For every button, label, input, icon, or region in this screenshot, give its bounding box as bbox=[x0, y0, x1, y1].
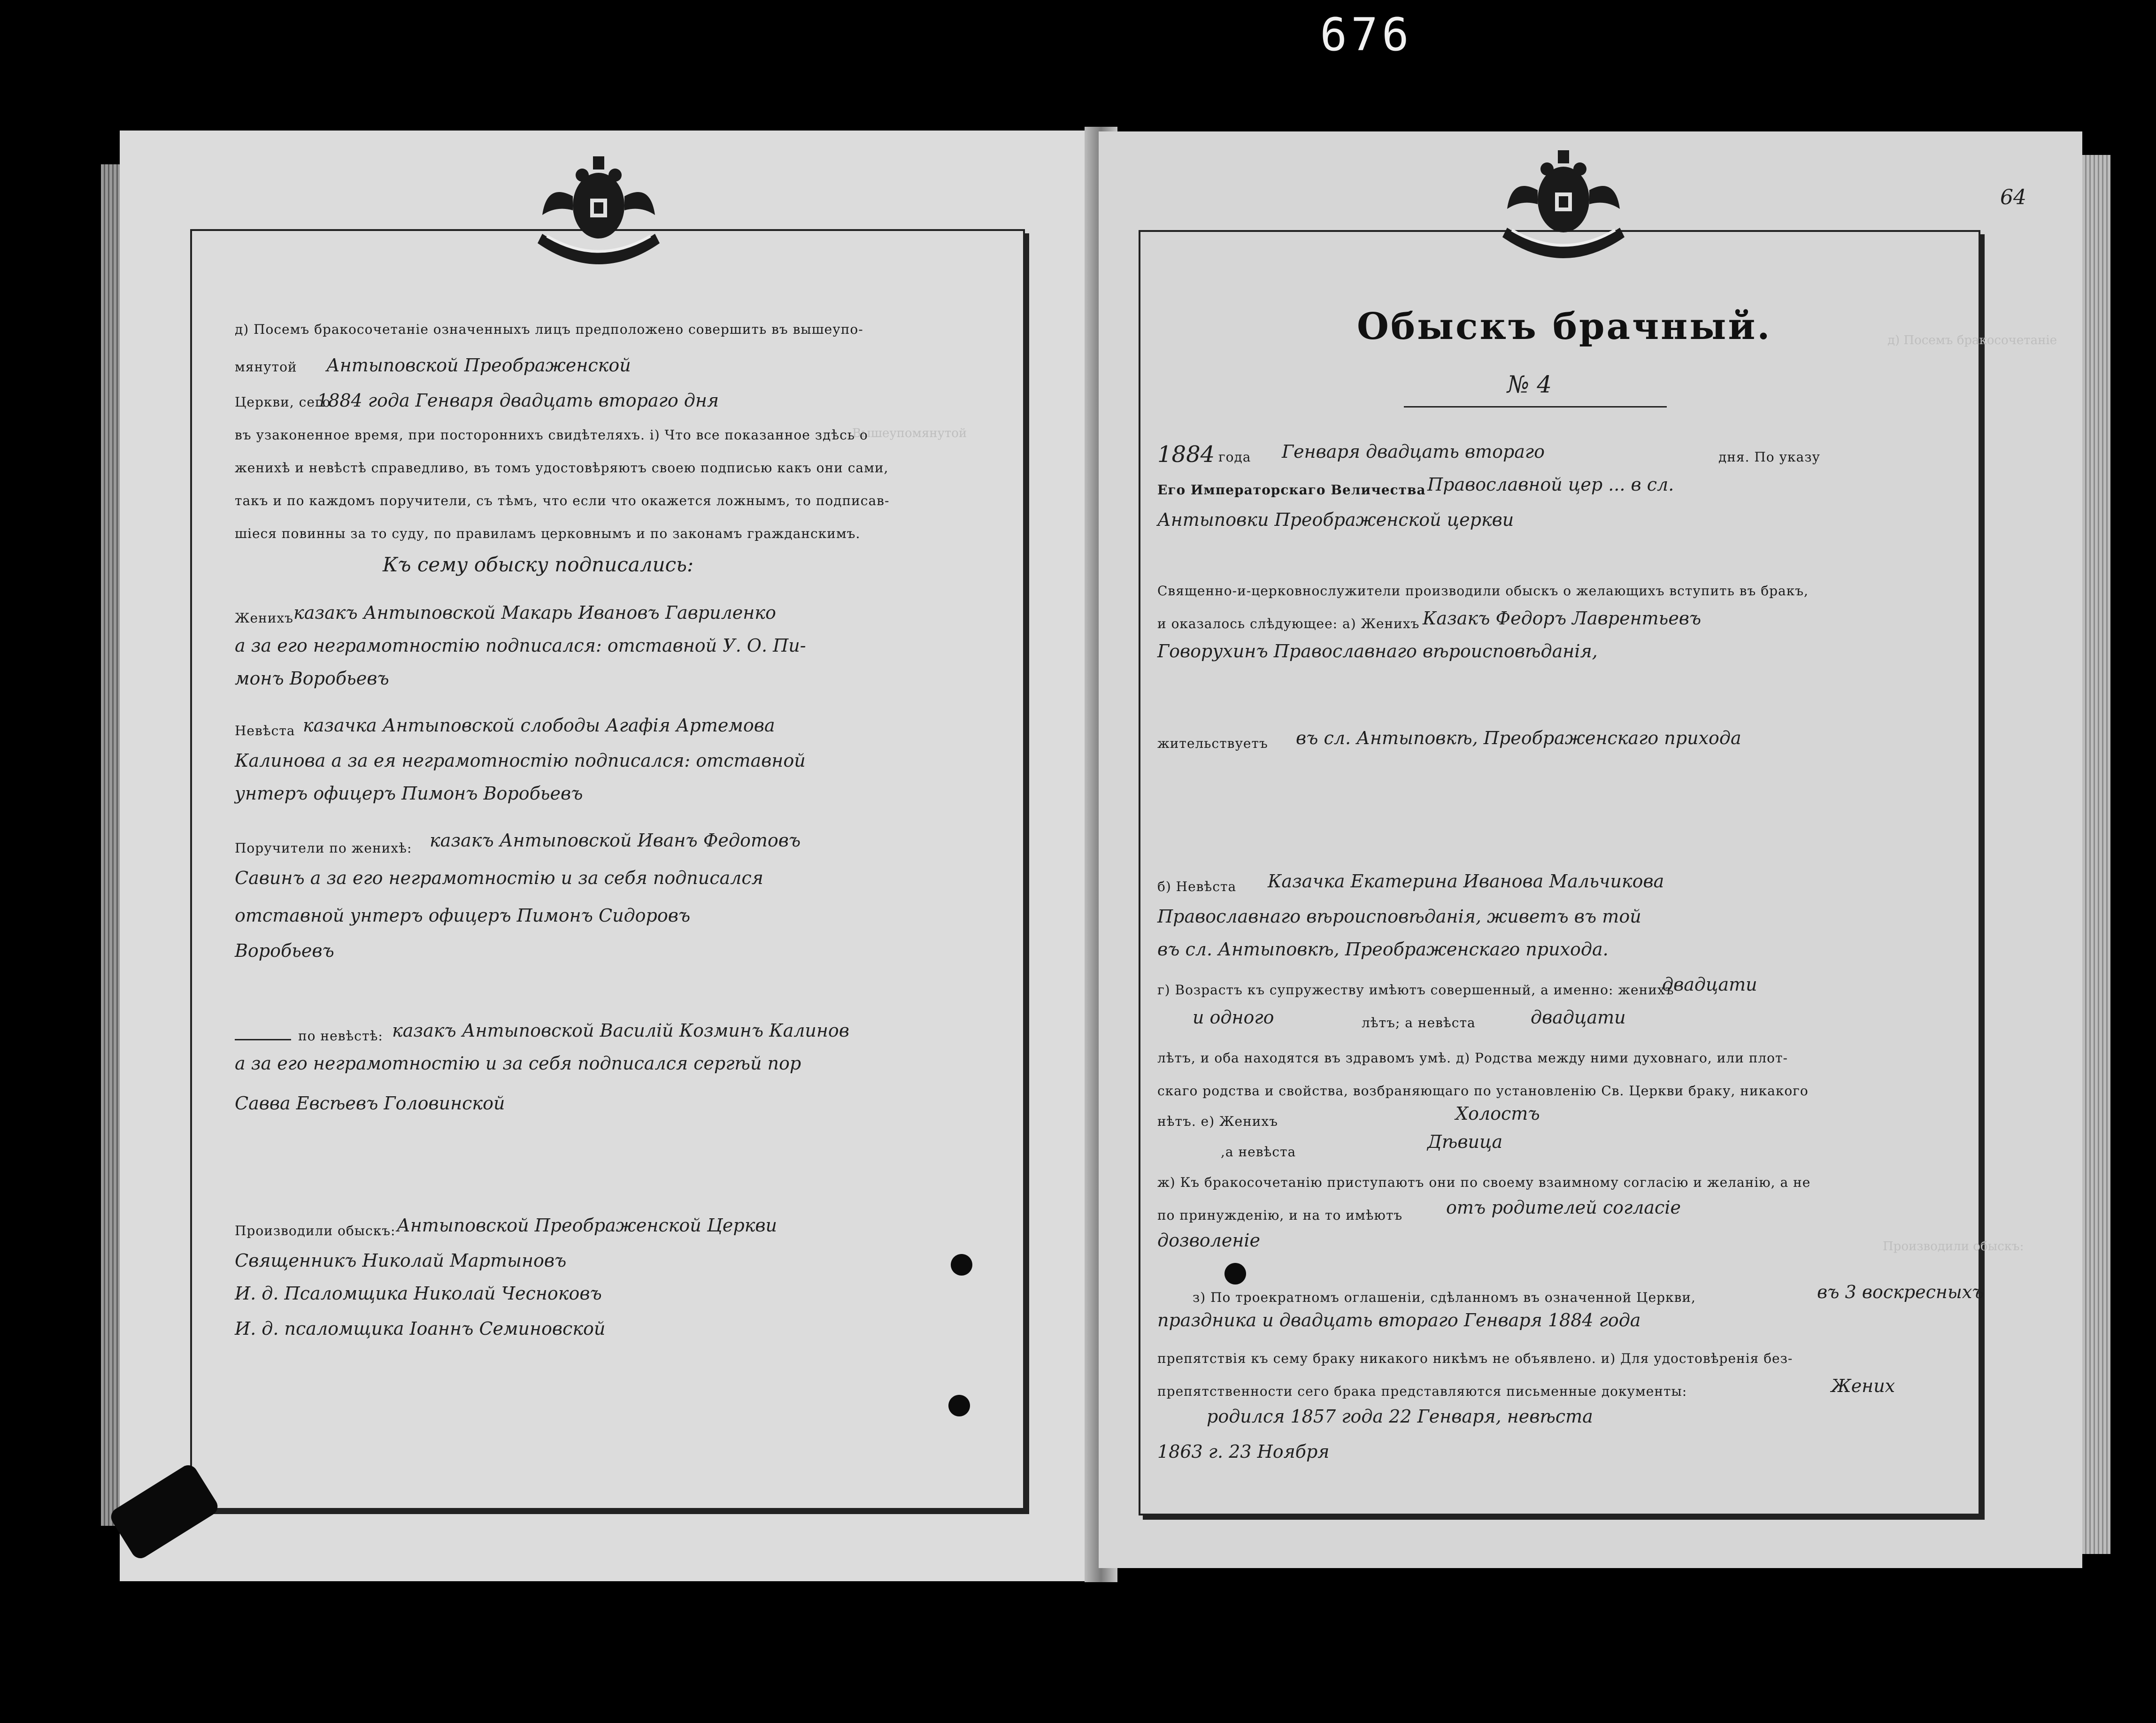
bride-age-handwritten: двадцати bbox=[1531, 1007, 1626, 1028]
investigator-line4: И. д. псаломщика Іоаннъ Семиновской bbox=[235, 1318, 606, 1339]
bride-signature-line1: казачка Антыповской слободы Агафія Артемова bbox=[303, 715, 775, 736]
church-handwritten-2: Антыповки Преображенской церкви bbox=[1157, 509, 1514, 530]
bride-guarantors-label: по невѣстѣ: bbox=[298, 1028, 383, 1044]
consent-line-2: по принужденію, и на то имѣютъ bbox=[1157, 1208, 1403, 1223]
right-page-edges bbox=[2082, 155, 2110, 1554]
consent-handwritten-2: дозволеніе bbox=[1157, 1230, 1261, 1251]
bride-faith-handwritten: Православнаго вѣроисповѣданія, живетъ въ той bbox=[1157, 906, 1641, 927]
investigator-line2: Священникъ Николай Мартыновъ bbox=[235, 1250, 567, 1271]
right-page bbox=[1099, 131, 2082, 1568]
kinship-line: лѣтъ, и оба находятся въ здравомъ умѣ. д) Родства между ними духовнаго, или плот- bbox=[1157, 1050, 1788, 1066]
bride-status-handwritten: Дѣвица bbox=[1427, 1131, 1503, 1152]
binding-hole bbox=[1224, 1263, 1246, 1285]
clergy-line: Священно-и-церковнослужители производили обыскъ о желающихъ вступить въ бракъ, bbox=[1157, 583, 1809, 599]
guarantor-divider bbox=[235, 1039, 291, 1040]
imperial-title: Его Императорскаго Величества bbox=[1157, 482, 1426, 498]
record-date-handwritten: Генваря двадцать втораго bbox=[1282, 441, 1545, 462]
groom-faith-handwritten: Говорухинъ Православнаго вѣроисповѣданія, bbox=[1157, 641, 1598, 662]
banns-line: з) По троекратномъ оглашеніи, сдѣланномъ въ означенной Церкви, bbox=[1193, 1290, 1696, 1305]
groom-residence-handwritten: въ сл. Антыповкѣ, Преображенскаго прихода bbox=[1296, 728, 1741, 748]
groom-guarantors-label: Поручители по женихѣ: bbox=[235, 840, 412, 856]
bride-signature-line3: унтеръ офицеръ Пимонъ Воробьевъ bbox=[235, 783, 583, 804]
groom-guarantor-line3: отставной унтеръ офицеръ Пимонъ Сидоровъ bbox=[235, 905, 691, 926]
title-underline bbox=[1404, 406, 1667, 408]
paragraph-d-line2-label: мянутой bbox=[235, 359, 297, 375]
left-page bbox=[120, 131, 1101, 1581]
bride-guarantor-line3: Савва Евсѣевъ Головинской bbox=[235, 1093, 505, 1114]
groom-label: и оказалось слѣдующее: а) Женихъ bbox=[1157, 616, 1420, 631]
groom-status-label: нѣтъ. е) Женихъ bbox=[1157, 1114, 1278, 1129]
paragraph-d-line4: въ узаконенное время, при постороннихъ свидѣтеляхъ. і) Что все показанное здѣсь о bbox=[235, 427, 868, 443]
bride-guarantor-line2: а за его неграмотностію и за себя подписался сергѣй пор bbox=[235, 1053, 801, 1074]
consent-line: ж) Къ бракосочетанію приступаютъ они по своему взаимному согласію и желанію, а не bbox=[1157, 1175, 1811, 1190]
church-handwritten-1: Православной цер ... в сл. bbox=[1427, 474, 1674, 495]
binding-hole bbox=[951, 1254, 972, 1276]
paragraph-d-line5: женихѣ и невѣстѣ справедливо, въ томъ удостовѣряютъ своею подписью какъ они сами, bbox=[235, 460, 889, 476]
groom-name-handwritten: Казакъ Федоръ Лаврентьевъ bbox=[1423, 608, 1702, 629]
documents-line: препятственности сего брака представляются письменные документы: bbox=[1157, 1384, 1687, 1399]
birth-dates-handwritten: родился 1857 года 22 Генваря, невѣста bbox=[1207, 1406, 1593, 1427]
signed-header-handwritten: Къ сему обыску подписались: bbox=[383, 553, 694, 576]
paragraph-d-line7: шіеся повинны за то суду, по правиламъ церковнымъ и по законамъ гражданскимъ. bbox=[235, 526, 861, 541]
wedding-date-handwritten: 1884 года Генваря двадцать втораго дня bbox=[317, 390, 719, 411]
church-name-handwritten: Антыповской Преображенской bbox=[326, 355, 631, 376]
investigators-label: Производили обыскъ: bbox=[235, 1223, 396, 1238]
groom-guarantor-line1: казакъ Антыповской Иванъ Федотовъ bbox=[430, 830, 801, 851]
groom-age-handwritten: двадцати bbox=[1662, 974, 1757, 995]
kinship-line-2: скаго родства и свойства, возбраняющаго по установленію Св. Церкви браку, никакого bbox=[1157, 1083, 1809, 1099]
investigator-line1: Антыповской Преображенской Церкви bbox=[397, 1215, 778, 1236]
bleed-through-text: д) Посемъ бракосочетаніе bbox=[1887, 333, 2057, 347]
banns-handwritten: въ 3 воскресныхъ bbox=[1817, 1282, 1984, 1302]
decree-label: дня. По указу bbox=[1718, 449, 1820, 465]
binding-hole bbox=[948, 1395, 970, 1416]
groom-age-handwritten-2: и одного bbox=[1193, 1007, 1274, 1028]
bride-signature-line2: Калинова а за ея неграмотностію подписался: отставной bbox=[235, 750, 806, 771]
bride-residence-handwritten: въ сл. Антыповкѣ, Преображенскаго прихода. bbox=[1157, 939, 1609, 960]
bride-name-handwritten: Казачка Екатерина Иванова Мальчикова bbox=[1268, 871, 1664, 892]
bride-age-label: лѣтъ; а невѣста bbox=[1362, 1015, 1476, 1031]
double-headed-eagle-emblem-icon bbox=[528, 154, 669, 271]
left-page-edges bbox=[101, 164, 122, 1526]
bride-guarantor-line1: казакъ Антыповской Василій Козминъ Калинов bbox=[392, 1020, 849, 1041]
double-headed-eagle-emblem-icon bbox=[1493, 148, 1634, 265]
investigator-line3: И. д. Псаломщика Николай Чесноковъ bbox=[235, 1283, 602, 1304]
groom-guarantor-line4: Воробьевъ bbox=[235, 940, 334, 961]
year-label: года bbox=[1218, 449, 1251, 465]
groom-guarantor-line2: Савинъ а за его неграмотностію и за себя подписался bbox=[235, 868, 763, 888]
groom-signature-line1: казакъ Антыповской Макарь Ивановъ Гавриленко bbox=[293, 602, 776, 623]
age-line: г) Возрастъ къ супружеству имѣютъ совершенный, а именно: женихъ bbox=[1157, 982, 1674, 998]
documents-handwritten: Жених bbox=[1831, 1376, 1895, 1396]
paragraph-d-line1: д) Посемъ бракосочетаніе означенныхъ лицъ предположено совершить въ вышеупо- bbox=[235, 322, 863, 337]
groom-signature-line2: а за его неграмотностію подписался: отставной У. О. Пи- bbox=[235, 635, 806, 656]
bleed-through-text: Вышеупомянутой bbox=[852, 426, 967, 440]
bride-birth-handwritten: 1863 г. 23 Ноября bbox=[1157, 1441, 1330, 1462]
bride-label: б) Невѣста bbox=[1157, 879, 1237, 894]
record-year: 1884 bbox=[1157, 441, 1215, 468]
no-objection-line: препятствія къ сему браку никакого никѣмъ не объявлено. и) Для удостовѣренія без- bbox=[1157, 1351, 1793, 1366]
bleed-through-text: Производили обыскъ: bbox=[1883, 1239, 2024, 1254]
archive-number: 676 bbox=[1320, 8, 1413, 61]
paragraph-d-line6: такъ и по каждомъ поручители, съ тѣмъ, что если что окажется ложнымъ, то подписав- bbox=[235, 493, 890, 508]
bride-label: Невѣста bbox=[235, 723, 295, 738]
residence-label: жительствуетъ bbox=[1157, 736, 1268, 751]
bride-status-label: ,а невѣста bbox=[1221, 1144, 1296, 1160]
paragraph-d-line3-label: Церкви, сего bbox=[235, 394, 331, 410]
folio-number: 64 bbox=[2000, 185, 2026, 209]
consent-handwritten: отъ родителей согласіе bbox=[1446, 1197, 1681, 1218]
document-title: Обыскъ брачный. bbox=[1357, 305, 1772, 348]
groom-status-handwritten: Холостъ bbox=[1455, 1103, 1540, 1124]
banns-handwritten-2: праздника и двадцать втораго Генваря 1884 года bbox=[1157, 1310, 1641, 1331]
record-number: № 4 bbox=[1507, 371, 1552, 398]
groom-signature-line3: монъ Воробьевъ bbox=[235, 668, 389, 689]
groom-label: Женихъ bbox=[235, 610, 293, 626]
